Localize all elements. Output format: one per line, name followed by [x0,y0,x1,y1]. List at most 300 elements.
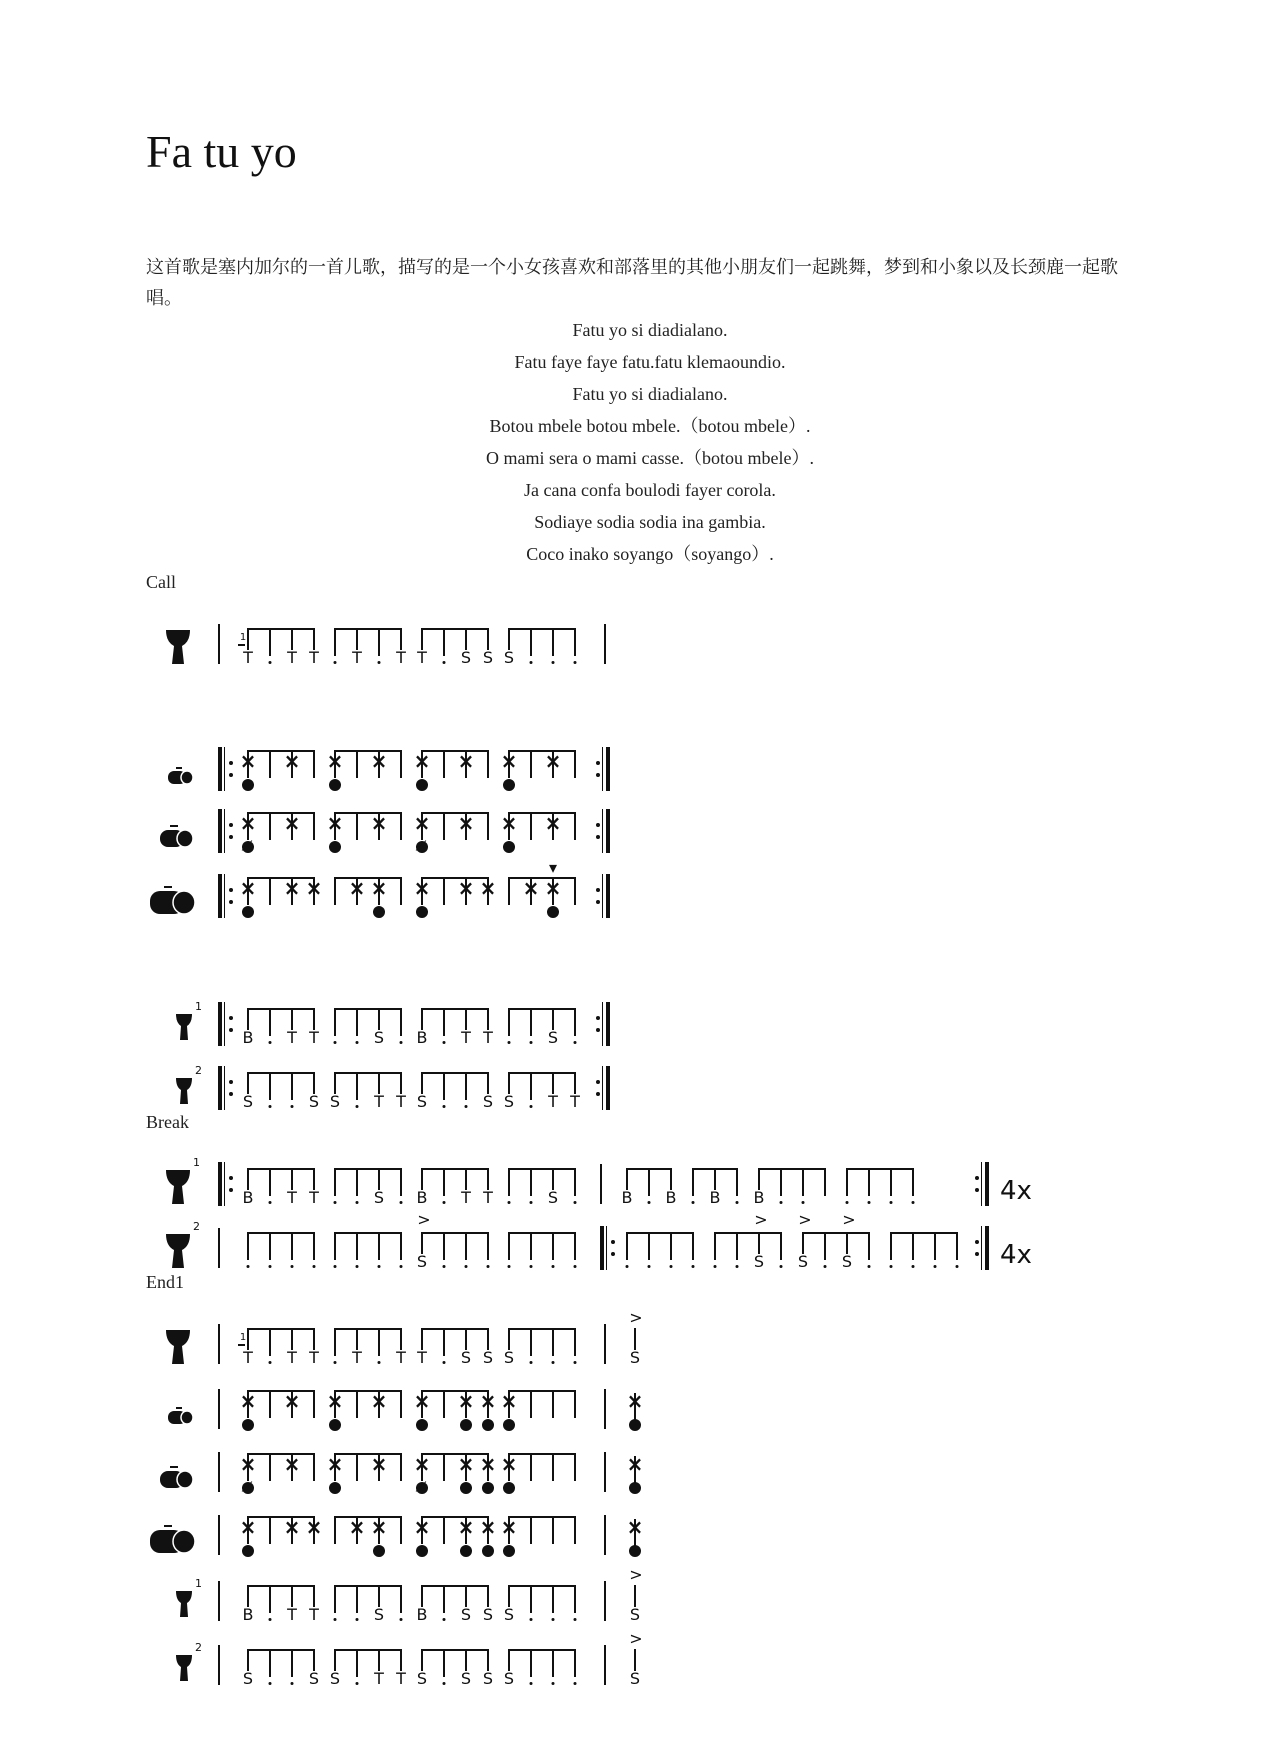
drum-hit [329,779,341,791]
drum-hit [373,1545,385,1557]
djembe-icon [165,1328,191,1366]
rest-dot [574,1265,577,1268]
beam [508,1168,576,1170]
stem [334,877,336,905]
stroke-S: S [629,1348,641,1367]
lyric-line: O mami sera o mami casse.（botou mbele）. [486,448,814,468]
flam-grace: 1 [239,632,247,643]
stem [443,1453,445,1481]
bell-stroke: × [370,1389,388,1413]
stem [269,877,271,905]
barline [600,1164,602,1204]
stem [780,1168,782,1196]
stem [552,1453,554,1481]
repeat-barline-thick [606,747,610,791]
stroke-S: S [373,1605,385,1624]
stem [334,1585,336,1613]
rest-dot [487,1265,490,1268]
drum-hit [329,841,341,853]
stem [487,812,489,840]
stem [313,1390,315,1418]
stem [868,1168,870,1196]
stroke-T: T [287,1028,297,1047]
repeat-barline-thin [602,747,603,791]
rest-dot [552,1682,555,1685]
bell-stroke: × [413,1389,431,1413]
rest-dot [443,1682,446,1685]
stem [356,1008,358,1036]
stroke-S: S [242,1092,254,1111]
stroke-S: S [503,648,515,667]
stem [530,1328,532,1356]
stroke-T: T [309,1188,319,1207]
stem [269,1649,271,1677]
stroke-S: S [797,1252,809,1271]
djembe-icon [165,1232,191,1270]
rest-dot [269,1361,272,1364]
stem [574,1649,576,1677]
rest-dot [868,1201,871,1204]
beam [247,1168,315,1170]
barline [218,1389,220,1429]
staff-end1-dundunba [0,1511,1272,1571]
stem [269,1453,271,1481]
drum-hit [416,1545,428,1557]
bell-stroke: × [239,876,257,900]
rest-dot [714,1265,717,1268]
rest-dot [269,1105,272,1108]
accent-mark: > [842,1210,856,1229]
stem [443,628,445,656]
stroke-B: B [416,1605,428,1624]
beam [421,1168,489,1170]
drum-hit [629,1419,641,1431]
stem [269,1328,271,1356]
stem [269,1168,271,1196]
drum-hit [416,779,428,791]
drum-hit [416,1419,428,1431]
stem [956,1232,958,1260]
stem [334,1328,336,1356]
rest-dot [443,1361,446,1364]
beam [421,1232,489,1234]
repeat-barline-thin [224,809,225,853]
stem [443,1168,445,1196]
stem [291,1072,293,1100]
barline [604,1324,606,1364]
rest-dot [313,1265,316,1268]
stem [824,1232,826,1260]
stem [552,628,554,656]
stem [400,812,402,840]
staff-call-djembe [0,620,1272,680]
bell-stroke: × [348,1515,366,1539]
stem [269,750,271,778]
open-marker: ▾ [548,858,558,877]
stem [574,812,576,840]
stem [574,628,576,656]
beam [421,750,489,752]
stroke-T: T [396,648,406,667]
staff-main-kenkeni [0,745,1272,805]
drum-hit [242,1545,254,1557]
rest-dot [626,1265,629,1268]
bell-stroke: × [413,1515,431,1539]
stroke-T: T [461,1028,471,1047]
beam [421,1072,489,1074]
beam [508,1649,576,1651]
rest-dot [269,1618,272,1621]
drum-hit [503,1419,515,1431]
bell-stroke: × [239,1515,257,1539]
stem [334,1168,336,1196]
rest-dot [443,1041,446,1044]
repeat-barline-thick [606,809,610,853]
beam [334,812,402,814]
repeat-dots [975,1240,979,1264]
beam [508,1516,576,1518]
staff-end1-djembe2 [0,1629,1272,1701]
bell-stroke: × [479,1389,497,1413]
instrument-number: 2 [195,1641,202,1654]
stem [530,1072,532,1100]
bell-stroke: × [239,1389,257,1413]
staff-end1-djembe1 [0,1565,1272,1637]
rest-dot [648,1265,651,1268]
stem [890,1168,892,1196]
bell-stroke: × [544,876,562,900]
bell-stroke: × [500,749,518,773]
barline [218,1581,220,1621]
stroke-S: S [841,1252,853,1271]
bell-stroke: × [626,1452,644,1476]
stem [780,1232,782,1260]
djembe-small-icon [175,1076,193,1106]
stem [648,1232,650,1260]
drum-hit [242,1419,254,1431]
stroke-B: B [753,1188,765,1207]
instrument-number: 1 [195,1000,202,1013]
bell-stroke: × [479,876,497,900]
rest-dot [552,1361,555,1364]
repeat-dots [596,1016,600,1040]
beam [421,1328,489,1330]
stem [356,1232,358,1260]
stem [356,1168,358,1196]
djembe-icon [165,628,191,666]
stem [443,750,445,778]
staff-main-djembe2 [0,1064,1272,1124]
stem [890,1232,892,1260]
stem [443,1390,445,1418]
stroke-S: S [329,1092,341,1111]
stroke-T: T [243,1348,253,1367]
bell-stroke: × [370,876,388,900]
rest-dot [912,1265,915,1268]
stem [291,1649,293,1677]
bell-stroke: × [370,1452,388,1476]
stem [400,1516,402,1544]
stroke-S: S [308,1092,320,1111]
beam [334,1649,402,1651]
beam [508,1585,576,1587]
rest-dot [552,661,555,664]
stroke-B: B [242,1605,254,1624]
stem [530,1585,532,1613]
beam [714,1232,782,1234]
bell-stroke: × [479,1515,497,1539]
bell-stroke: × [283,876,301,900]
stem [269,1232,271,1260]
drum-hit [503,1482,515,1494]
repeat-barline-thick [218,1162,222,1206]
rest-dot [530,1105,533,1108]
stem [465,1232,467,1260]
stem [574,1328,576,1356]
beam [247,1008,315,1010]
stem [530,1168,532,1196]
bell-stroke: × [326,1452,344,1476]
bell-stroke: × [522,876,540,900]
repeat-barline-thick [218,809,222,853]
stem [334,1516,336,1544]
bell-stroke: × [626,1515,644,1539]
bell-stroke: × [479,1452,497,1476]
beam [421,812,489,814]
stem [912,1232,914,1260]
stem [313,1453,315,1481]
beam [421,1585,489,1587]
beam [334,1328,402,1330]
stroke-T: T [396,1092,406,1111]
drum-hit [482,1419,494,1431]
rest-dot [334,661,337,664]
repeat-barline-thin [606,1226,607,1270]
repeat-barline-thick [218,1002,222,1046]
bell-stroke: × [500,1452,518,1476]
dundunba-icon [150,886,196,916]
stem [574,1168,576,1196]
rest-dot [443,661,446,664]
rest-dot [802,1201,805,1204]
repeat-dots [229,1016,233,1040]
repeat-count: 4x [1000,1240,1032,1270]
bell-stroke: × [457,1452,475,1476]
beam [802,1232,870,1234]
accent-mark: > [754,1210,768,1229]
rest-dot [465,1265,468,1268]
rest-dot [334,1361,337,1364]
page-title: Fa tu yo [146,126,297,177]
rest-dot [552,1265,555,1268]
stem [736,1232,738,1260]
stem [291,1232,293,1260]
stroke-T: T [287,1188,297,1207]
repeat-dots [611,1240,615,1264]
staff-main-dundunba [0,858,1272,932]
stem [934,1232,936,1260]
stroke-S: S [460,648,472,667]
repeat-dots [229,1080,233,1104]
stem [400,1453,402,1481]
bell-stroke: × [457,811,475,835]
lyric-line: Coco inako soyango（soyango）. [526,544,774,564]
beam [247,750,315,752]
repeat-dots [229,823,233,847]
rest-dot [692,1201,695,1204]
rest-dot [400,1618,403,1621]
rest-dot [400,1201,403,1204]
bell-stroke: × [239,749,257,773]
stem [530,812,532,840]
stroke-T: T [374,1669,384,1688]
stroke-S: S [547,1028,559,1047]
section-label-end1: End1 [146,1272,184,1292]
barline [218,1324,220,1364]
stem [574,877,576,905]
beam [508,1232,576,1234]
bell-stroke: × [457,1389,475,1413]
repeat-barline-thick [218,1066,222,1110]
bell-stroke: × [457,749,475,773]
stem [443,877,445,905]
accent-mark: > [798,1210,812,1229]
repeat-barline-thin [981,1226,982,1270]
stem [802,1168,804,1196]
accent-mark: > [417,1210,431,1229]
stroke-S: S [503,1605,515,1624]
stem [530,1390,532,1418]
stem [574,1232,576,1260]
rest-dot [269,1682,272,1685]
rest-dot [378,1265,381,1268]
rest-dot [912,1201,915,1204]
bell-stroke: × [500,811,518,835]
rest-dot [574,661,577,664]
stroke-S: S [629,1605,641,1624]
bell-stroke: × [239,811,257,835]
stem [648,1168,650,1196]
beam [334,1585,402,1587]
stem [574,1516,576,1544]
stroke-S: S [416,1092,428,1111]
beam [334,750,402,752]
drum-hit [329,1419,341,1431]
stem [508,877,510,905]
rest-dot [269,1041,272,1044]
lyric-line: Fatu yo si diadialano. [572,320,728,340]
repeat-dots [596,761,600,785]
stroke-T: T [309,1028,319,1047]
repeat-dots [229,761,233,785]
rest-dot [846,1201,849,1204]
rest-dot [736,1265,739,1268]
stem [334,1008,336,1036]
repeat-barline-thick [218,747,222,791]
staff-break-djembe1 [0,1156,1272,1220]
stem [356,812,358,840]
stroke-T: T [483,1028,493,1047]
stroke-B: B [242,1028,254,1047]
beam [508,1072,576,1074]
beam [247,1453,315,1455]
stem [465,1072,467,1100]
rest-dot [574,1201,577,1204]
drum-hit [482,1482,494,1494]
beam [421,1649,489,1651]
stroke-S: S [503,1092,515,1111]
rest-dot [934,1265,937,1268]
accent-mark: > [629,1565,643,1584]
stroke-S: S [329,1669,341,1688]
rest-dot [356,1041,359,1044]
lyric-line: Ja cana confa boulodi fayer corola. [524,480,776,500]
stroke-T: T [287,1348,297,1367]
rest-dot [400,1041,403,1044]
stem [714,1232,716,1260]
rest-dot [530,1618,533,1621]
staff-break-djembe2 [0,1210,1272,1284]
rest-dot [692,1265,695,1268]
repeat-count: 4x [1000,1176,1032,1206]
accent-mark: > [629,1629,643,1648]
stem [868,1232,870,1260]
djembe-small-icon [175,1653,193,1683]
stroke-S: S [629,1669,641,1688]
beam [508,1328,576,1330]
beam [334,628,402,630]
drum-hit [503,779,515,791]
stroke-T: T [417,648,427,667]
rest-dot [956,1265,959,1268]
repeat-dots [229,1176,233,1200]
repeat-barline-thick [985,1162,989,1206]
rest-dot [378,661,381,664]
stem [247,1232,249,1260]
stem [356,1390,358,1418]
stroke-S: S [482,1669,494,1688]
stroke-T: T [309,648,319,667]
stem [356,1072,358,1100]
bell-stroke: × [283,1452,301,1476]
stem [334,628,336,656]
repeat-barline-thin [602,1002,603,1046]
repeat-barline-thin [981,1162,982,1206]
rest-dot [508,1265,511,1268]
stem [400,1390,402,1418]
kenkeni-icon [168,1407,194,1425]
rest-dot [334,1041,337,1044]
stroke-T: T [417,1348,427,1367]
stem [670,1232,672,1260]
stem [487,1232,489,1260]
beam [508,1008,576,1010]
stem [400,877,402,905]
rest-dot [269,661,272,664]
drum-hit [460,1419,472,1431]
bell-stroke: × [457,876,475,900]
repeat-barline-thick [985,1226,989,1270]
rest-dot [890,1265,893,1268]
bell-stroke: × [413,876,431,900]
rest-dot [508,1041,511,1044]
stem [846,1168,848,1196]
section-label-call: Call [146,572,176,592]
rest-dot [780,1201,783,1204]
drum-hit [373,906,385,918]
rest-dot [530,1201,533,1204]
stem [269,1072,271,1100]
